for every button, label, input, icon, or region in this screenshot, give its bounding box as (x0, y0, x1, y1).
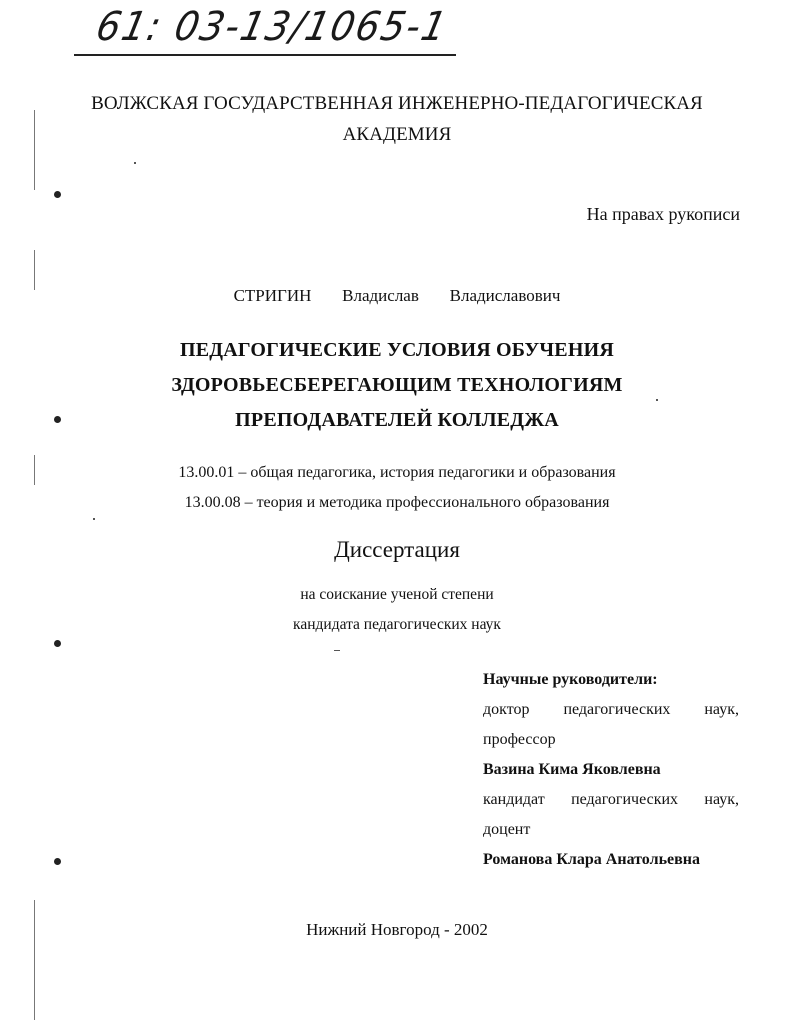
degree-statement (0, 580, 794, 640)
binding-hole-mark (54, 191, 61, 198)
scan-speck (656, 399, 658, 401)
degree-line-1: на соискание ученой степени (300, 586, 494, 603)
supervisor-2-name: Романова Клара Анатольевна (483, 851, 700, 868)
scan-margin-line (34, 900, 35, 1020)
dissertation-title (0, 333, 794, 438)
work-type: Диссертация (334, 537, 460, 562)
supervisor-1-name: Вазина Кима Яковлевна (483, 761, 661, 778)
scan-margin-line (34, 250, 35, 290)
supervisors-heading: Научные руководители: (483, 671, 658, 688)
supervisor-1-degree-word: доктор (483, 701, 530, 718)
supervisor-2-rank: доцент (483, 821, 531, 838)
rights-note: На правах рукописи (586, 204, 740, 224)
supervisor-2-degree-word: кандидат (483, 791, 545, 808)
supervisor-1-degree-word: педагогических (563, 701, 671, 718)
title-line-3: ПРЕПОДАВАТЕЛЕЙ КОЛЛЕДЖА (235, 409, 559, 431)
scan-margin-line (34, 110, 35, 190)
title-line-1: ПЕДАГОГИЧЕСКИЕ УСЛОВИЯ ОБУЧЕНИЯ (180, 339, 614, 361)
supervisor-2-degree-word: педагогических (571, 791, 679, 808)
specialty-1: 13.00.01 – общая педагогика, история педагогики и образования (178, 464, 616, 481)
author-name: СТРИГИН Владислав Владиславович (233, 286, 561, 305)
institution-line-2: АКАДЕМИЯ (342, 124, 452, 145)
binding-hole-mark (54, 858, 61, 865)
supervisor-2-degree-word: наук, (704, 791, 739, 808)
specialty-codes (0, 458, 794, 518)
binding-hole-mark (54, 640, 61, 647)
archive-code-underline (74, 54, 456, 56)
institution-name (0, 88, 794, 150)
institution-line-1: ВОЛЖСКАЯ ГОСУДАРСТВЕННАЯ ИНЖЕНЕРНО-ПЕДАГОГИЧЕСКАЯ (91, 93, 703, 114)
scan-margin-line (34, 455, 35, 485)
scan-speck (334, 650, 340, 651)
supervisor-1-degree (483, 695, 739, 725)
archive-code: 61: 03-13/1065-1 (92, 4, 453, 50)
scan-speck (93, 518, 95, 520)
supervisor-1-degree-word: наук, (704, 701, 739, 718)
supervisor-2-degree (483, 785, 739, 815)
specialty-2: 13.00.08 – теория и методика профессионального образования (184, 494, 610, 511)
supervisor-1-rank: профессор (483, 731, 556, 748)
title-line-2: ЗДОРОВЬЕСБЕРЕГАЮЩИМ ТЕХНОЛОГИЯМ (171, 374, 623, 396)
degree-line-2: кандидата педагогических наук (293, 616, 501, 633)
scan-speck (134, 162, 136, 164)
place-and-year: Нижний Новгород - 2002 (306, 920, 488, 939)
binding-hole-mark (54, 416, 61, 423)
supervisors-block (483, 665, 739, 875)
